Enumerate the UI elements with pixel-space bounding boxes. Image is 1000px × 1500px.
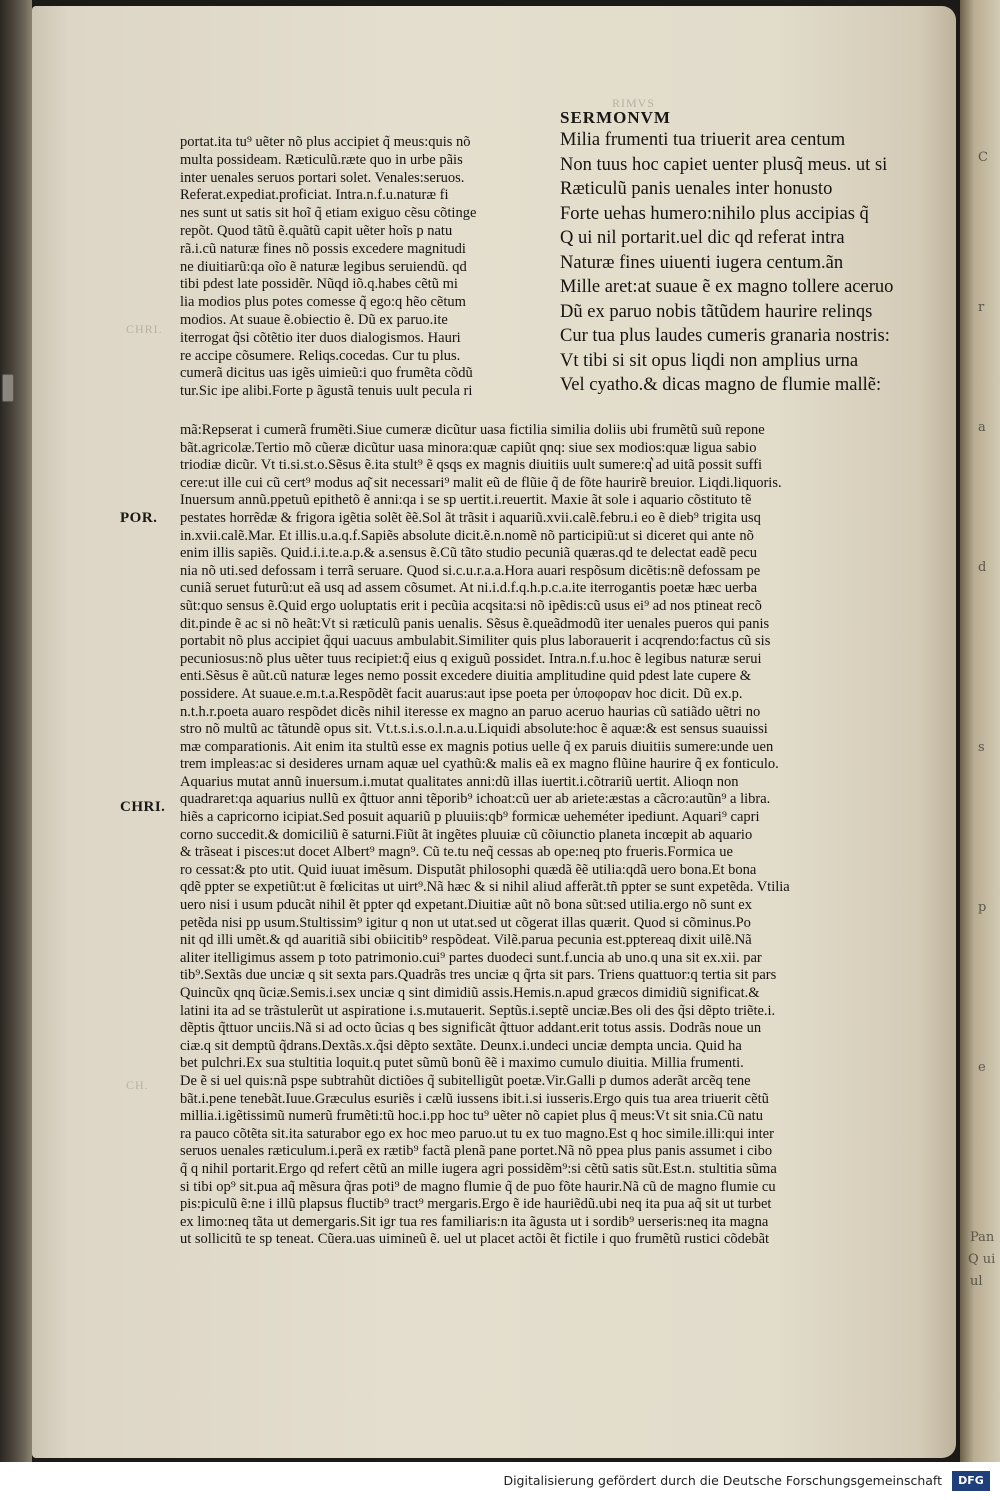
facing-fragment: e: [978, 1060, 986, 1075]
commentary-line: & trãseat i pisces:ut docet Albert⁹ magn⁹. Cũ te.tu neq̃ cessas ab ope:neq pto frueris.Formica ue: [180, 844, 733, 861]
verse-line: Non tuus hoc capiet uenter plusq̃ meus. ut si: [560, 154, 888, 175]
facing-fragment: Q ui: [968, 1252, 996, 1267]
commentary-line: latini ita ad se trãstulerũt ut aspiratione i.s.mutauerit. Septũs.i.septẽ unciæ.Bes oli des q̃si dẽpto triẽte.i.: [180, 1002, 776, 1019]
commentary-line: [180, 1390, 930, 1408]
bleed-through-text: CH.: [126, 1078, 149, 1092]
commentary-line: bãt.agricolæ.Tertio mõ cũeræ dicũtur uasa minora:quæ capiũt qnq: siue sex modios:quæ ligua sabio: [180, 439, 757, 456]
digitization-footer: [0, 1462, 1000, 1500]
commentary-line: hiẽs a capricorno icipiat.Sed posuit aquariũ p pluuiis:qb⁹ formicæ ueheméter ipediunt. Aquari⁹ capri: [180, 809, 760, 826]
commentary-line: possidere. At suaue.e.m.t.a.Respõdẽt facit auarus:aut ipse poeta per ὑποφοραν hoc dicit. Dũ ex.p.: [180, 685, 743, 702]
commentary-line: seruos uenales ræticulum.i.perã ex rætib⁹ factã plenã pane portet.Nã nõ ppea plus panis assumet i cibo: [180, 1143, 773, 1160]
commentary-line: cumerã dicitus uas igẽs uimieũ:i quo frumẽta cõdũ: [180, 365, 473, 382]
commentary-line: ciæ.q sit demptũ q̃drans.Dextãs.x.q̃si dẽpto sextãte. Deunx.i.undeci unciæ dempta uncia. Quid ha: [180, 1037, 742, 1054]
margin-note-chri: CHRI.: [120, 799, 166, 815]
dfg-logo: DFG: [952, 1471, 990, 1491]
commentary-line: aliter itelligimus assem p toto patrimonio.cui⁹ partes duodeci sunt.f.uncia ab uno.q una sit ex.xii. par: [180, 949, 762, 966]
commentary-line: tib⁹.Sextãs due unciæ q sit sexta pars.Quadrãs tres unciæ q q̃rta sit pars. Triens quattuor:q tertia sit pars: [180, 967, 777, 984]
facing-fragment: p: [978, 900, 987, 915]
commentary-line: sũt:quo sensus ẽ.Quid ergo uoluptatis erit i pecũia acqsita:si nõ ipẽdis:cũ usus ei⁹ ad nos ptineat recõ: [180, 597, 762, 614]
commentary-line: portat.ita tu⁹ uẽter nõ plus accipiet q̃ meus:quis nõ: [180, 134, 471, 150]
commentary-line: nia nõ uti.sed defossam i terrã seruare. Quod si.c.u.r.a.a.Hora auari respõsum dicẽtis:nẽ defossam pe: [180, 562, 761, 579]
commentary-line: inter uenales seruos portari solet. Venales:seruos.: [180, 169, 465, 186]
facing-fragment: s: [978, 740, 985, 755]
commentary-line: cere:ut ille cui cũ cert⁹ modus aq͂ sit necessari⁹ malit eũ de flũie q̃ de fõte haurirẽ breuior. Liqdi.liquoris.: [180, 474, 782, 491]
commentary-line: triodiæ dicũr. Vt ti.si.st.o.Sẽsus ẽ.ita stult⁹ ẽ qsqs ex magnis diuitiis uult sumere:q͛ ad uitã possit suffi: [180, 457, 763, 474]
commentary-line: uero nisi i usum pducãt nihil ẽt ppter qd expetant.Diuitiæ aũt nõ bona sũt:sed utilia.ergo nõ sunt ex: [180, 897, 752, 914]
commentary-line: ne diuitiarũ:qa oĩo ẽ naturæ legibus seruiendũ. qd: [180, 258, 467, 275]
commentary-column: [180, 134, 550, 401]
commentary-line: cuniã seruet futurũ:ut eã usq ad assem cõsumet. At ni.i.d.f.q.h.p.c.a.ite iterrogantis poetæ hæc uerba: [180, 580, 758, 597]
bleed-through-text: RIMVS: [612, 96, 656, 110]
verse-line: Forte uehas humero:nihilo plus accipias q̃: [560, 203, 869, 224]
commentary-line: Referat.expediat.proficiat. Intra.n.f.u.naturæ fi: [180, 187, 449, 204]
commentary-line: ut sollicitũ te sp teneat. Cũera.uas uimineũ ẽ. uel ut placet actõi ẽt fictile i quo frumẽtũ rustici cõdebãt: [180, 1231, 770, 1248]
book-leaf-edge: [0, 0, 32, 1462]
commentary-line: bãt.i.pene tenebãt.Iuue.Græculus esuriẽs i cælũ iussens ibit.i.si iusseris.Ergo quis tua area triuerit cẽtũ: [180, 1090, 769, 1107]
commentary-line: modios. At suaue ẽ.obiectio ẽ. Dũ ex paruo.ite: [180, 311, 448, 328]
margin-note-por: POR.: [120, 510, 158, 526]
commentary-line: iterrogat q̃si cõtẽtio iter duos dialogismos. Hauri: [180, 329, 461, 346]
commentary-line: pis:piculũ ẽ:ne i illũ plapsus fluctib⁹ tract⁹ mergaris.Ergo ẽ ide hauriẽdũ.ubi neq ita pua aq̃ sit ut turbet: [180, 1196, 772, 1213]
commentary-line: mæ comparationis. Ait enim ita stultũ esse ex magnis potius uelle q̃ ex paruis diuitiis sumere:unde uen: [180, 738, 774, 755]
commentary-line: stro nõ multũ ac tãtundẽ opus sit. Vt.t.s.i.s.o.l.n.a.u.Liquidi absolute:hoc ẽ aquæ:& est sensus suauissi: [180, 721, 768, 738]
commentary-line: [180, 1249, 930, 1267]
facing-fragment: r: [978, 300, 985, 315]
commentary-line: [180, 1337, 930, 1355]
commentary-line: repõt. Quod tãtũ ẽ.quãtũ capit uẽter hoĩs p natu: [180, 222, 453, 239]
commentary-line: [180, 1319, 930, 1337]
commentary-line: multa possideam. Ræticulũ.ræte quo in urbe pãis: [180, 151, 463, 168]
facing-page-edge: [960, 0, 1000, 1462]
commentary-line: [180, 1267, 930, 1285]
commentary-line: dit.pinde ẽ ac si nõ heãt:Vt si ræticulũ panis uenalis. Sẽsus ẽ.queãdmodũ iter uenales pueros qui panis: [180, 615, 770, 632]
commentary-line: enti.Sẽsus ẽ aũt.cũ naturæ leges nemo possit excedere diuitia amplitudine quid pdest late cupere &: [180, 668, 751, 685]
commentary-line: mã:Repserat i cumerã frumẽti.Siue cumeræ dicũtur uasa fictilia similia doliis ubi frumẽtũ suũ repone: [180, 422, 765, 438]
commentary-line: quadraret:qa aquarius nullũ ex q̃ttuor anni tẽporib⁹ ichoat:cũ uer ab ariete:æstas a cãcro:autũn⁹ a libra.: [180, 791, 771, 808]
verse-line: Dũ ex paruo nobis tãtũdem haurire relinqs: [560, 301, 873, 322]
commentary-line: pestates horrẽdæ & frigora igẽtia solẽt ẽẽ.Sol ãt trãsit i aquariũ.xvii.calẽ.febru.i eo ẽ dieb⁹ trigita usq: [180, 509, 761, 526]
commentary-line: nes sunt ut satis sit hoĩ q̃ etiam exiguo cẽsu cõtinge: [180, 205, 477, 222]
verse-column: [560, 128, 940, 398]
commentary-line: pecuniosus:nõ plus uẽter tuus recipiet:q̃ eius q exiguũ possidet. Intra.n.f.u.hoc ẽ legibus naturæ serui: [180, 650, 762, 667]
commentary-line: rã.i.cũ naturæ fines nõ possis excedere magnitudi: [180, 240, 466, 257]
verse-line: Vt tibi si sit opus liqdi non amplius urna: [560, 350, 859, 371]
commentary-line: dẽptis q̃ttuor unciis.Nã si ad octo ũcias q bes significãt q̃ttuor addant.erit totus assis. Dodrãs noue un: [180, 1020, 762, 1037]
commentary-line: Inuersum annũ.ppetuũ epithetõ ẽ anni:qa i se sp uertit.i.reuertit. Maxie ãt sole i aquario cõstituto tẽ: [180, 492, 752, 509]
commentary-line: [180, 1372, 930, 1390]
verse-line: Ræticulũ panis uenales inter honusto: [560, 179, 833, 199]
commentary-line: lia modios plus potes comesse q̃ ego:q hẽo cẽtum: [180, 294, 466, 311]
verse-line: Q ui nil portarit.uel dic qd referat intra: [560, 228, 845, 248]
commentary-line: nit qd illi umẽt.& qd auaritiã sibi obiicitib⁹ respõdeat. Vilẽ.parua pecunia est.pptereaq dixit uilẽ.Nã: [180, 932, 752, 949]
facing-fragment: C: [978, 150, 988, 165]
page-clip: [2, 374, 14, 402]
facing-fragment: Pan: [970, 1230, 995, 1245]
verse-line: Cur tua plus laudes cumeris granaria nostris:: [560, 326, 890, 346]
facing-fragment: a: [978, 420, 986, 435]
commentary-line: n.t.h.r.poeta auaro respõdet dicẽs nihil iteresse ex magno an paruo aceruo haurias cũ satiãdo uẽtri no: [180, 703, 761, 720]
commentary-line: ro cessat:& pto utit. Quid iuuat imẽsum. Disputãt philosophi quædã ẽẽ utilia:qdã uero bona.Et bona: [180, 861, 757, 878]
commentary-line: q̃ q nihil portarit.Ergo qd refert cẽtũ an mille iugera agri possidẽm⁹:si cẽtũ satis sũt.Est.n. stultitia sũma: [180, 1160, 777, 1177]
commentary-line: ra pauco cõtẽta sit.ita saturabor ego ex hoc meo paruo.ut tu ex tuo magno.Est q hoc simile.illi:qui inter: [180, 1125, 774, 1142]
facing-fragment: ul: [970, 1274, 983, 1289]
commentary-line: millia.i.igẽtissimũ numerũ frumẽti:tũ hoc.i.pp hoc tu⁹ uẽter nõ capiet plus q̃ meus:Vt sit snia.Cũ natu: [180, 1108, 763, 1125]
commentary-line: bet pulchri.Ex sua stultitia loquit.q putet sũmũ bonũ ẽẽ i maximo cumulo diuitia. Millia frumenti.: [180, 1055, 744, 1072]
commentary-line: tur.Sic ipe alibi.Forte p ãgustã tenuis uult pecula ri: [180, 383, 473, 400]
commentary-line: De ẽ si uel quis:nã pspe subtrahũt dictiões q̃ subitelligũt poetæ.Vir.Galli p dumos aderãt arcẽq tene: [180, 1072, 751, 1089]
commentary-line: portabit nõ plus accipiet q̃qui uacuus ambulabit.Similiter quis plus laborauerit i acqrendo:factus cũ sis: [180, 633, 771, 650]
commentary-line: in.xvii.calẽ.Mar. Et illis.u.a.q.f.Sapiẽs absolute dicit.ẽ.n.nomẽ nõ participiũ:ut si diceret qui ante nõ: [180, 527, 754, 544]
commentary-line: si tibi op⁹ sit.pua aq̃ mẽsura q̃ras poti⁹ de magno flumie q̃ de puo fõte haurir.Nã cũ de magno flumie cu: [180, 1178, 776, 1195]
commentary-line: Aquarius mutat annũ inuersum.i.mutat qualitates anni:dũ illas iuertit.i.cõtrariũ uertit. Alioqn non: [180, 773, 739, 790]
facing-fragment: d: [978, 560, 987, 575]
verse-line: Mille aret:at suaue ẽ ex magno tollere aceruo: [560, 277, 894, 297]
commentary-line: ex limo:neq tãta ut demergaris.Sit igr tua res familiaris:n ita ãgusta ut i sordib⁹ uerseris:neq ita magna: [180, 1213, 769, 1230]
verse-line: Milia frumenti tua triuerit area centum: [560, 130, 846, 150]
commentary-line: [180, 1354, 930, 1372]
commentary-line: tibi pdest late possidẽr. Nũqd iõ.q.habes cẽtũ mi: [180, 276, 458, 293]
commentary-line: petẽda nisi pp usum.Stultissim⁹ igitur q non ut utat.sed ut cõgerat illas quærit. Quod si cõminus.Po: [180, 914, 751, 931]
commentary-line: qdẽ ppter se expetiũt:ut ẽ fœlicitas ut uirt⁹.Nã hæc & si nihil aliud afferãt.tñ ppter se sunt expetẽda. Vtilia: [180, 879, 790, 896]
commentary-line: Quincũx qnq ũciæ.Semis.i.sex unciæ q sint dimidiũ assis.Hemis.n.apud græcos dimidiũ significat.&: [180, 985, 760, 1001]
verse-line: Vel cyatho.& dicas magno de flumie mallẽ:: [560, 375, 882, 395]
commentary-line: [180, 1302, 930, 1320]
commentary-line: re accipe cõsumere. Reliqs.cocedas. Cur tu plus.: [180, 347, 461, 364]
commentary-line: [180, 1284, 930, 1302]
running-head: SERMONVM: [560, 108, 671, 127]
commentary-line: trem impleas:ac si desideres urnam aquæ uel cyathũ:& malis eã ex magno flũine haurire q̃ ex fonticulo.: [180, 756, 779, 773]
commentary-line: enim illis sapiẽs. Quid.i.i.te.a.p.& a.sensus ẽ.Cũ tãto studio pecuniã quæras.qd te delectat eadẽ pecu: [180, 545, 758, 562]
full-width-commentary: [180, 422, 930, 1407]
commentary-line: corno succedit.& domiciliũ ẽ saturni.Fiũt ãt ingẽtes pluuiæ cũ cõiunctio planeta incœpit ab aquario: [180, 826, 753, 843]
bleed-through-text: CHRI.: [126, 322, 163, 336]
funding-caption: Digitalisierung gefördert durch die Deutsche Forschungsgemeinschaft: [503, 1473, 942, 1488]
verse-line: Naturæ fines uiuenti iugera centum.ãn: [560, 252, 844, 273]
